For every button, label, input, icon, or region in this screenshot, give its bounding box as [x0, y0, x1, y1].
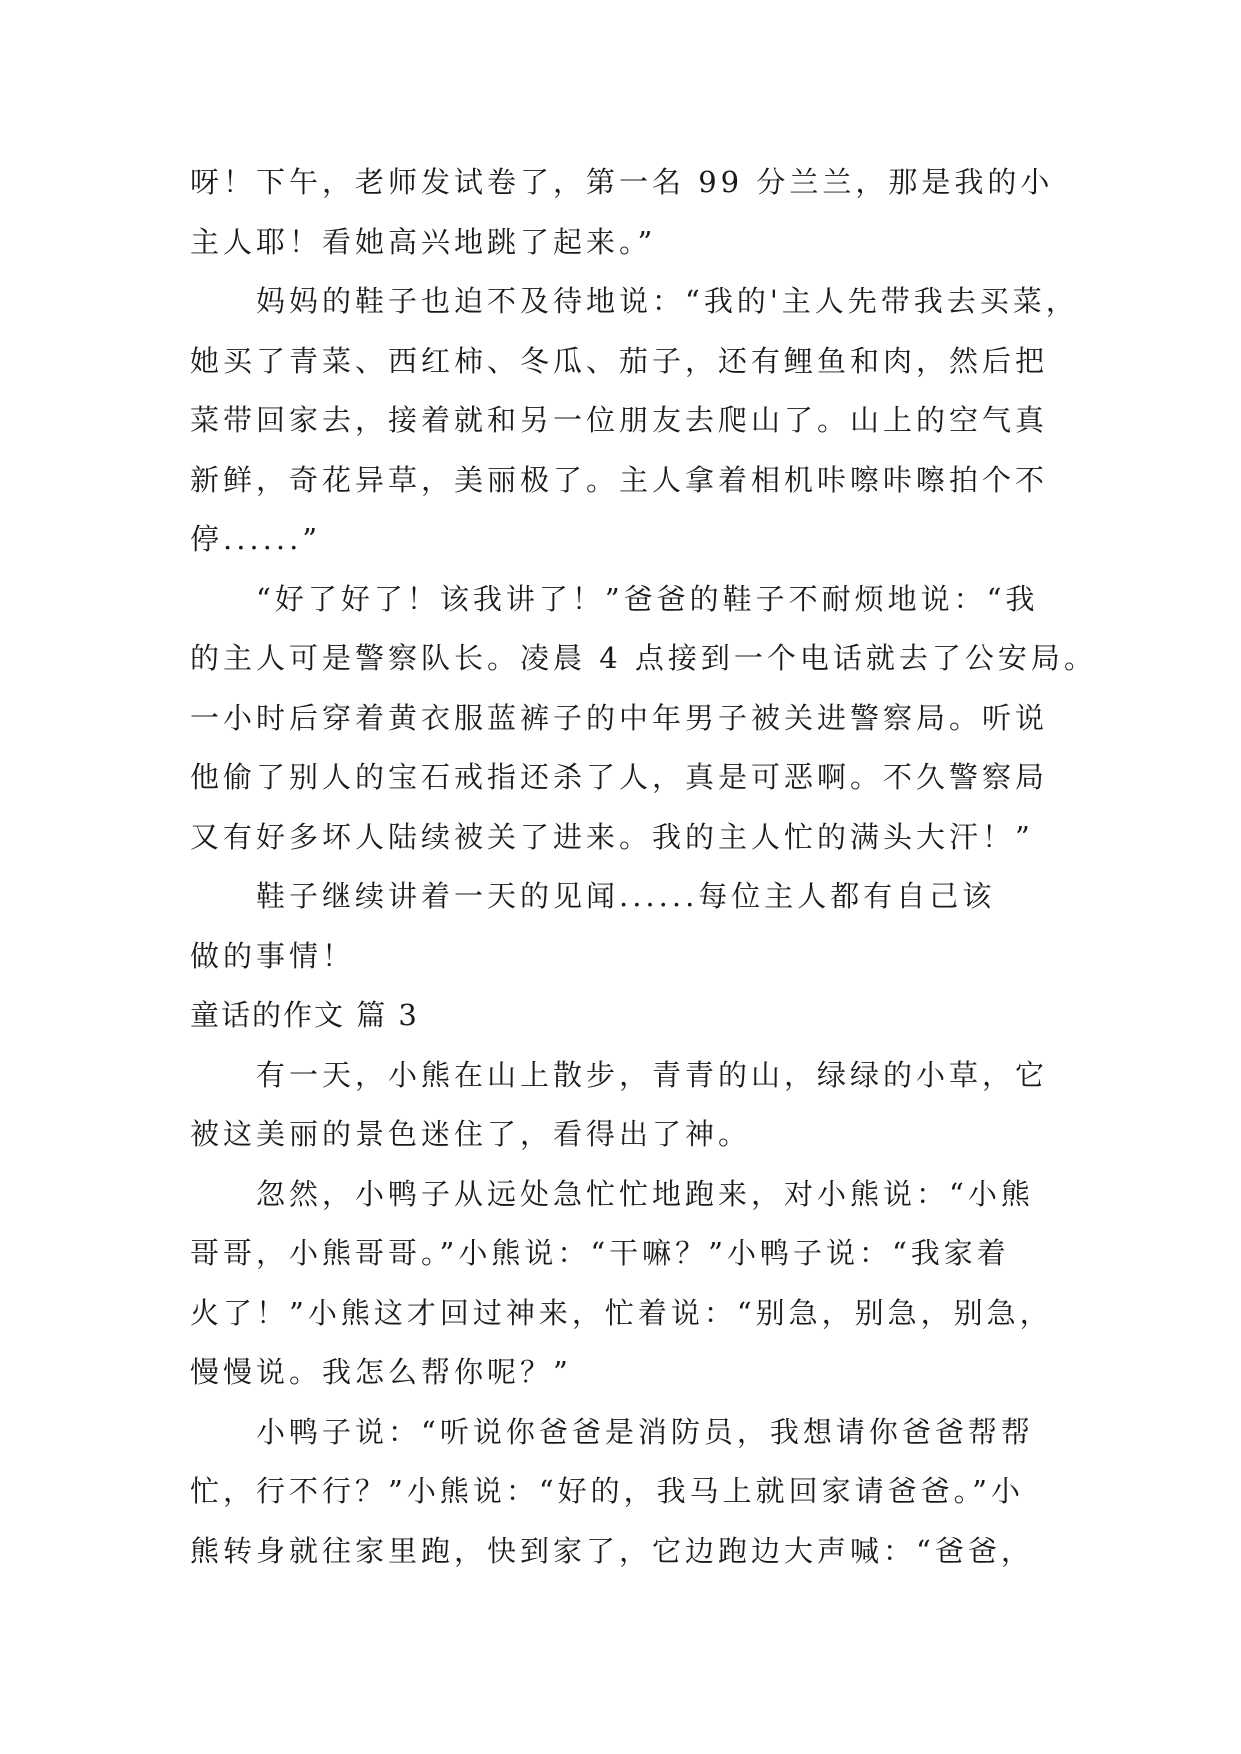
text-line: 火了！”小熊这才回过神来，忙着说：“别急，别急，别急， [190, 1295, 1053, 1330]
text-line: 有一天，小熊在山上散步，青青的山，绿绿的小草，它 [256, 1057, 1049, 1092]
text-line: 忽然，小鸭子从远处急忙忙地跑来，对小熊说：“小熊 [256, 1176, 1034, 1211]
text-line: 忙，行不行？”小熊说：“好的，我马上就回家请爸爸。”小 [190, 1474, 1024, 1508]
text-line: 哥哥，小熊哥哥。”小熊说：“干嘛？”小鸭子说：“我家着 [190, 1236, 1010, 1270]
text-line: 做的事情！ [190, 938, 356, 973]
text-line: 熊转身就往家里跑，快到家了，它边跑边大声喊：“爸爸， [190, 1533, 1034, 1568]
text-line: 菜带回家去，接着就和另一位朋友去爬山了。山上的空气真 [190, 403, 1049, 437]
text-line: 主人耶！看她高兴地跳了起来。” [190, 224, 657, 259]
text-line: 停......” [190, 522, 322, 556]
section-heading: 童话的作文 篇 3 [190, 998, 419, 1032]
text-line: 妈妈的鞋子也迫不及待地说：“我的'主人先带我去买菜， [256, 284, 1079, 318]
text-line: “好了好了！该我讲了！”爸爸的鞋子不耐烦地说：“我 [256, 581, 1039, 616]
document-body [190, 153, 1097, 1581]
text-line: 鞋子继续讲着一天的见闻......每位主人都有自己该 [256, 879, 996, 913]
text-line: 一小时后穿着黄衣服蓝裤子的中年男子被关进警察局。听说 [190, 700, 1049, 735]
text-line: 慢慢说。我怎么帮你呢？” [190, 1355, 572, 1389]
text-line: 呀！下午，老师发试卷了，第一名 99 分兰兰，那是我的小 [190, 165, 1054, 199]
text-line: 被这美丽的景色迷住了，看得出了神。 [190, 1117, 752, 1151]
text-line: 新鲜，奇花异草，美丽极了。主人拿着相机咔嚓咔嚓拍个不 [190, 462, 1049, 497]
text-line: 小鸭子说：“听说你爸爸是消防员，我想请你爸爸帮帮 [256, 1414, 1034, 1449]
text-line: 她买了青菜、西红柿、冬瓜、茄子，还有鲤鱼和肉，然后把 [190, 343, 1049, 378]
text-line: 他偷了别人的宝石戒指还杀了人，真是可恶啊。不久警察局 [190, 760, 1049, 794]
text-line: 又有好多坏人陆续被关了进来。我的主人忙的满头大汗！” [190, 819, 1034, 854]
text-line: 的主人可是警察队长。凌晨 4 点接到一个电话就去了公安局。 [190, 641, 1097, 675]
